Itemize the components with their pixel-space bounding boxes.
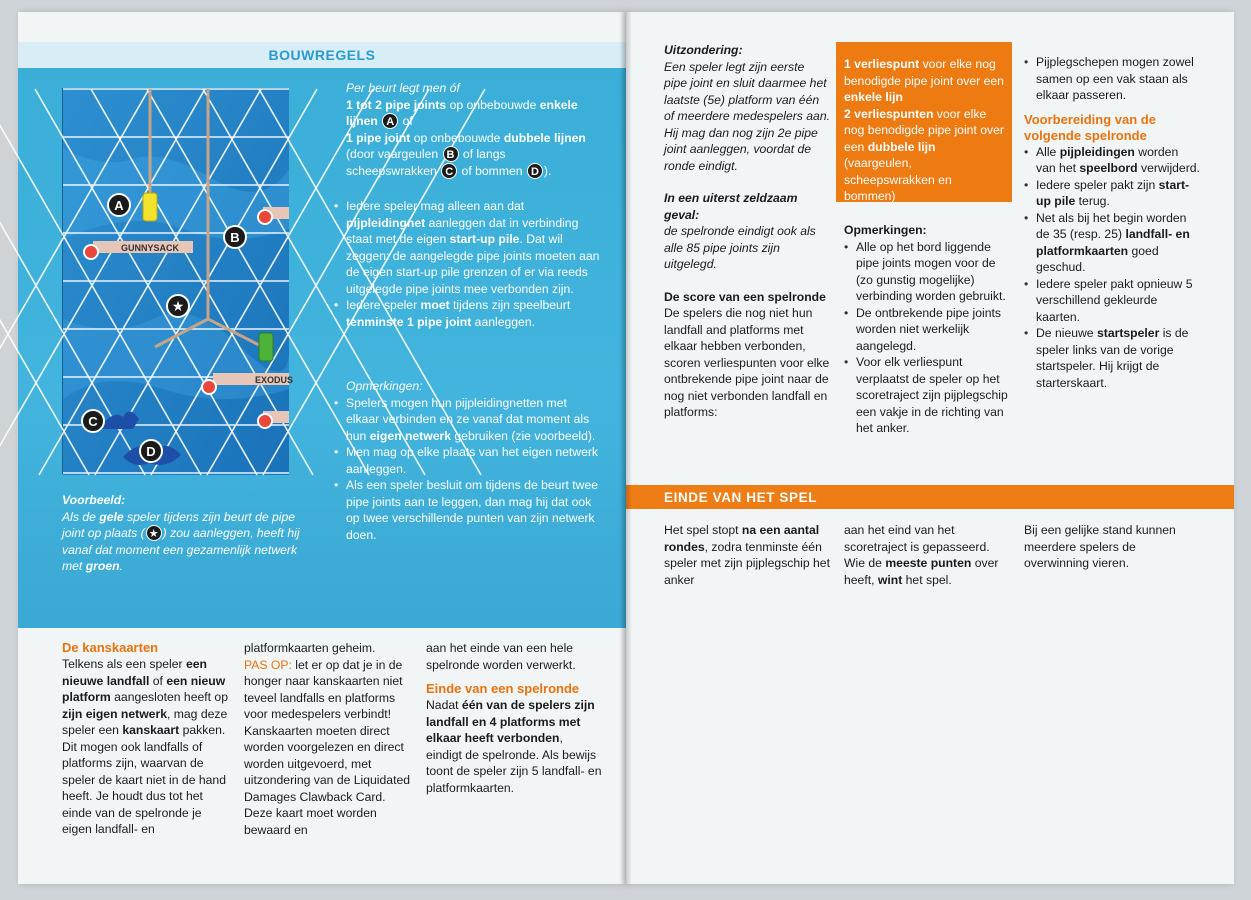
pijplegschepen-bullet: • Pijplegschepen mogen zowel samen op een vak staan als elkaar passeren. (1024, 54, 1200, 104)
svg-text:★: ★ (171, 299, 185, 315)
einde-col2: aan het eind van het scoretraject is gepasseerd. Wie de meeste punten over heeft, wint het spel. (844, 523, 999, 587)
right-col2-opmerkingen (844, 222, 1014, 437)
marker-a: A (114, 198, 124, 213)
star-inline-icon: ★ (146, 525, 162, 541)
board-svg (63, 89, 294, 475)
einde-spelronde-text: Nadat één van de spelers zijn landfall en 4 platforms met elkaar heeft verbonden, eindigt de spelronde. Als bewijs toont de speler zijn 5 landfall- en platformkaarten. (426, 698, 602, 795)
opm-left-bullet-3: • Als een speler besluit om tijdens de beurt twee pipe joints aan te leggen, dan mag hij dat ook op twee verschillende punten van zijn netwerk doen. (334, 477, 600, 543)
page-gutter (620, 12, 632, 884)
einde-van-het-spel-header (626, 485, 1234, 509)
marker-c-inline: C (441, 163, 457, 179)
kanskaarten-title: De kanskaarten (62, 640, 159, 655)
voorbeeld-text: Als de gele speler tijdens zijn beurt de pipe joint op plaats ( ★ ) zou aanleggen, heeft hij vanaf dat moment een gezamenlijk netwerk met groen. (62, 509, 300, 573)
uitzondering-title: Uitzondering: (664, 43, 743, 57)
verliespunten-box: 1 verliespunt voor elke nog benodigde pipe joint over een enkele lijn 2 verliespunten voor elke nog benodigde pipe joint over een dubbele lijn (vaargeulen, scheepswrakken en bommen) (836, 42, 1012, 202)
right-page (626, 12, 1234, 884)
voorb-bullet-3: • Net als bij het begin worden de 35 (resp. 25) landfall- en platformkaarten goed geschud. (1024, 210, 1200, 276)
marker-c: C (88, 414, 98, 429)
opmerkingen-left (334, 378, 600, 543)
einde-header-text: EINDE VAN HET SPEL (664, 490, 818, 505)
rule-bullet-1: • Iedere speler mag alleen aan dat pijpleidingnet aanleggen dat in verbinding staat met de eigen start-up pile. Dat wil zeggen: de aangelegde pipe joints moeten aan de eigen start-up pile grenzen of er via reeds uitgelegde pipe joints mee verbonden zijn. (334, 198, 600, 297)
einde-spelronde-title: Einde van een spelronde (426, 681, 580, 696)
einde-col3: Bij een gelijke stand kunnen meerdere spelers de overwinning vieren. (1024, 523, 1176, 570)
opm-right-bullet-3: • Voor elk verliespunt verplaatst de speler op het scoretraject zijn pijplegschip een vakje in de richting van het anker. (844, 354, 1014, 437)
intro-option2: 1 pipe joint op onbebouwde dubbele lijnen (door vaargeulen B of langs scheepswrakken C of bommen D ). (346, 130, 586, 178)
opmerkingen-left-title: Opmerkingen: (346, 379, 423, 393)
rule-bullet-2: • Iedere speler moet tijdens zijn speelbeurt tenminste 1 pipe joint aanleggen. (334, 297, 600, 330)
intro-text (346, 80, 596, 179)
kanskaarten-col3: aan het einde van een hele spelronde worden verwerkt. Einde van een spelronde Nadat één van de spelers zijn landfall en 4 platforms met elkaar heeft verbonden, eindigt de spelronde. Als bewijs toont de speler zijn 5 landfall- en platformkaarten. (426, 641, 602, 795)
green-pipe-joint (259, 333, 273, 361)
intro-line1: Per beurt legt men óf (346, 81, 460, 95)
gunnysack-label: GUNNYSACK (121, 243, 180, 253)
opm-left-bullet-2: • Men mag op elke plaats van het eigen netwerk aanleggen. (334, 444, 600, 477)
score-text: De spelers die nog niet hun landfall and platforms met elkaar hebben verbonden, scoren verliespunten voor elke ontbrekende pipe joint naar de nog niet verbonden landfall en platforms: (664, 306, 830, 419)
right-col3 (1024, 54, 1200, 391)
board-illustration (62, 88, 294, 474)
uitzondering-text: Een speler legt zijn eerste pipe joint en sluit daarmee het laatste (5e) platform van één of meerdere medespelers aan. Hij mag dan nog zijn 2e pipe joint aanleggen, voordat de ronde eindigt. (664, 59, 830, 173)
voorbeeld (62, 492, 302, 575)
opm-right-bullet-1: • Alle op het bord liggende pipe joints mogen voor de (zo gunstig mogelijke) verbinding worden gebruikt. (844, 239, 1014, 305)
bouwregels-title: BOUWREGELS (268, 47, 376, 63)
bouwregels-header (18, 42, 626, 68)
einde-col1: Het spel stopt na een aantal rondes, zodra tenminste één speler met zijn pijplegschip het anker (664, 523, 830, 587)
marker-d-inline: D (527, 163, 543, 179)
yellow-pipe-joint (143, 193, 157, 221)
intro-option1: 1 tot 2 pipe joints op onbebouwde enkele lijnen A of (346, 97, 578, 128)
marker-b: B (230, 230, 240, 245)
kanskaarten-col1 (62, 640, 232, 838)
marker-d: D (146, 444, 156, 459)
voorbereiding-title: Voorbereiding van de volgende spelronde (1024, 111, 1156, 143)
voorb-bullet-5: • De nieuwe startspeler is de speler links van de vorige startspeler. Hij krijgt de starterskaart. (1024, 325, 1200, 391)
rules-bullets (334, 198, 600, 330)
exodus-label: EXODUS (255, 375, 294, 385)
voorbeeld-title: Voorbeeld: (62, 493, 126, 507)
marker-b-inline: B (443, 146, 459, 162)
opm-left-bullet-1: • Spelers mogen hun pijpleidingnetten met elkaar verbinden en ze vanaf dat moment als hun eigen netwerk gebruiken (zie voorbeeld). (334, 395, 600, 445)
right-col1 (664, 42, 830, 421)
opmerkingen-right-title: Opmerkingen: (844, 223, 927, 237)
zeldzaam-title: In een uiterst zeldzaam geval: (664, 191, 798, 222)
voorb-bullet-1: • Alle pijpleidingen worden van het speelbord verwijderd. (1024, 144, 1200, 177)
zeldzaam-text: de spelronde eindigt ook als alle 85 pipe joints zijn uitgelegd. (664, 224, 816, 271)
score-title: De score van een spelronde (664, 289, 826, 304)
left-page (18, 12, 626, 884)
kanskaarten-p1: Telkens als een speler een nieuwe landfall of een nieuw platform aangesloten heeft op zijn eigen netwerk, mag deze speler een kanskaart pakken. Dit mogen ook landfalls of platforms zijn, waarvan de speler de kaart niet in de hand heeft. Je houdt dus tot het einde van de spelronde je eigen landfall- en (62, 657, 228, 836)
voorb-bullet-4: • Iedere speler pakt opnieuw 5 verschillend gekleurde kaarten. (1024, 276, 1200, 326)
opm-right-bullet-2: • De ontbrekende pipe joints worden niet werkelijk aangelegd. (844, 305, 1014, 355)
marker-a-inline: A (382, 113, 398, 129)
voorb-bullet-2: • Iedere speler pakt zijn start-up pile terug. (1024, 177, 1200, 210)
kanskaarten-col2: platformkaarten geheim. PAS OP: let er op dat je in de honger naar kanskaarten niet teveel landfalls en platforms voor medespelers verbindt! Kanskaarten moeten direct worden voorgelezen en direct worden uitgevoerd, met uitzondering van de Liquidated Damages Clawback Card. Deze kaart moet worden bewaard en (244, 641, 411, 837)
